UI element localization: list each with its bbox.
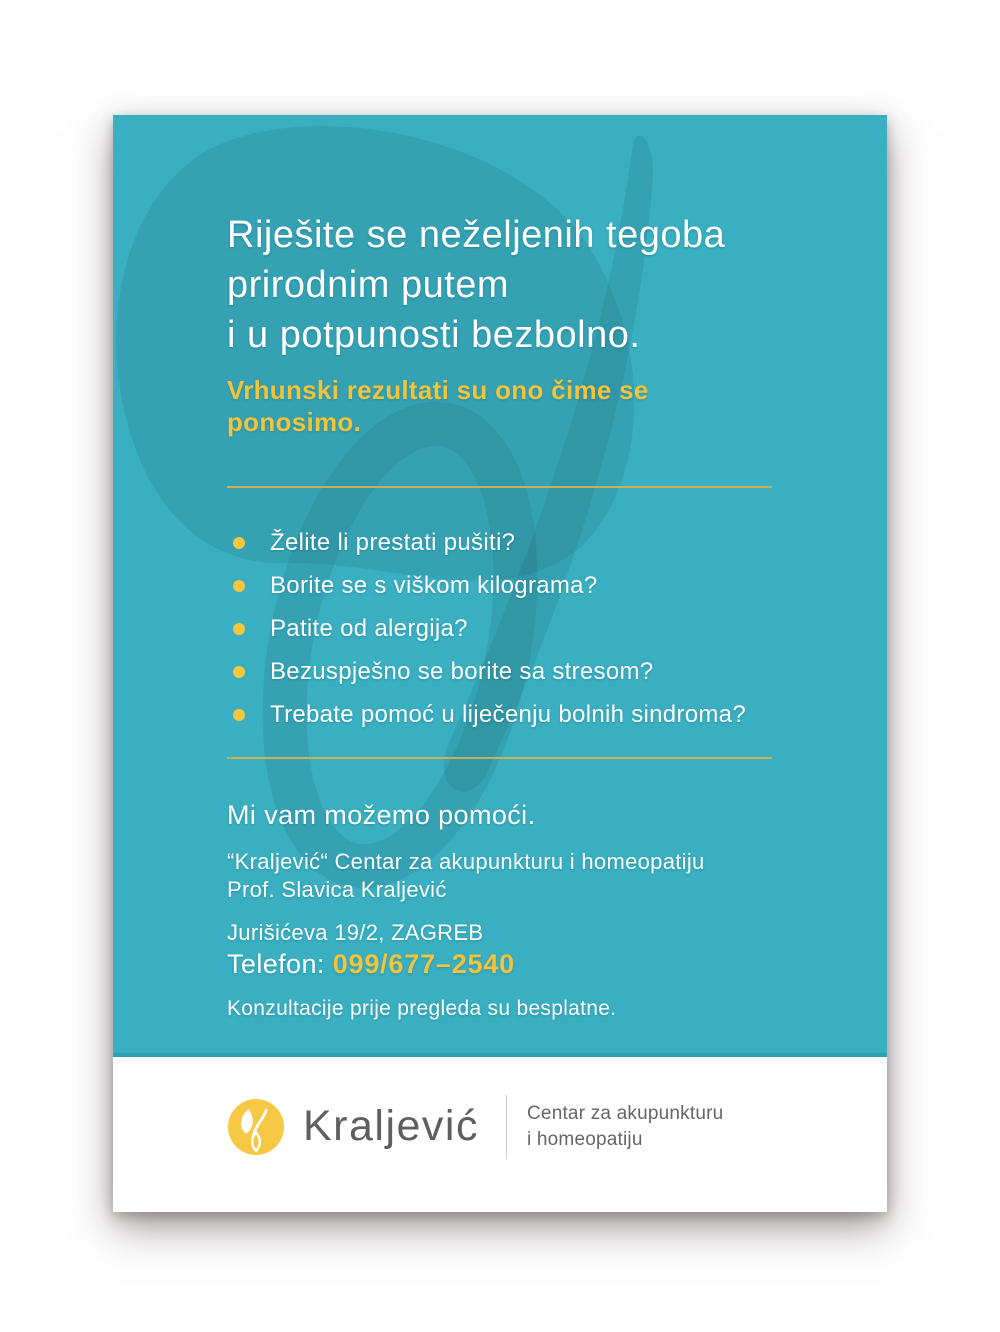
organization-name: “Kraljević“ Centar za akupunkturu i homeopatiju [227, 849, 705, 874]
flyer-card [113, 115, 887, 1212]
bullet-dot-icon [233, 623, 245, 635]
address-line: Jurišićeva 19/2, ZAGREB [227, 920, 484, 945]
phone-line [227, 948, 773, 981]
phone-label: Telefon: [227, 949, 325, 979]
consultation-note: Konzultacije prije pregleda su besplatne. [227, 997, 617, 1020]
flyer-footer [113, 1057, 887, 1208]
list-item [227, 528, 773, 558]
headline [227, 115, 773, 360]
bullet-dot-icon [233, 580, 245, 592]
headline-line-1: Riješite se neželjenih tegoba [227, 214, 726, 256]
footer-divider [506, 1095, 507, 1159]
footer-tagline [527, 1101, 723, 1153]
list-item-label: Bezuspješno se borite sa stresom? [270, 658, 654, 685]
bullet-dot-icon [233, 709, 245, 721]
question-list [227, 528, 773, 730]
sprout-leaf-icon [228, 1099, 284, 1155]
list-item [227, 614, 773, 644]
practitioner-name: Prof. Slavica Kraljević [227, 877, 447, 902]
subtitle: Vrhunski rezultati su ono čime se ponosimo. [227, 375, 649, 437]
divider-top [227, 486, 772, 488]
footer-tagline-line-2: i homeopatiju [527, 1128, 643, 1150]
list-item [227, 657, 773, 687]
footer-tagline-line-1: Centar za akupunkturu [527, 1102, 724, 1124]
list-item [227, 571, 773, 601]
list-item-label: Patite od alergija? [270, 615, 468, 642]
footer-logo-lockup [228, 1095, 723, 1159]
brand-name: Kraljević [303, 1102, 479, 1150]
list-item-label: Borite se s viškom kilograma? [270, 572, 598, 599]
list-item-label: Trebate pomoć u liječenju bolnih sindroma? [270, 701, 746, 728]
bullet-dot-icon [233, 537, 245, 549]
organization-block [227, 848, 773, 904]
headline-line-3: i u potpunosti bezbolno. [227, 314, 641, 356]
divider-bottom [227, 757, 772, 759]
flyer-teal-section [113, 115, 887, 1057]
phone-number: 099/677–2540 [332, 949, 515, 979]
bullet-dot-icon [233, 666, 245, 678]
closing-statement: Mi vam možemo pomoći. [227, 800, 536, 830]
headline-line-2: prirodnim putem [227, 264, 510, 306]
flyer-content [113, 115, 887, 1022]
list-item-label: Želite li prestati pušiti? [270, 529, 516, 556]
list-item [227, 700, 773, 730]
